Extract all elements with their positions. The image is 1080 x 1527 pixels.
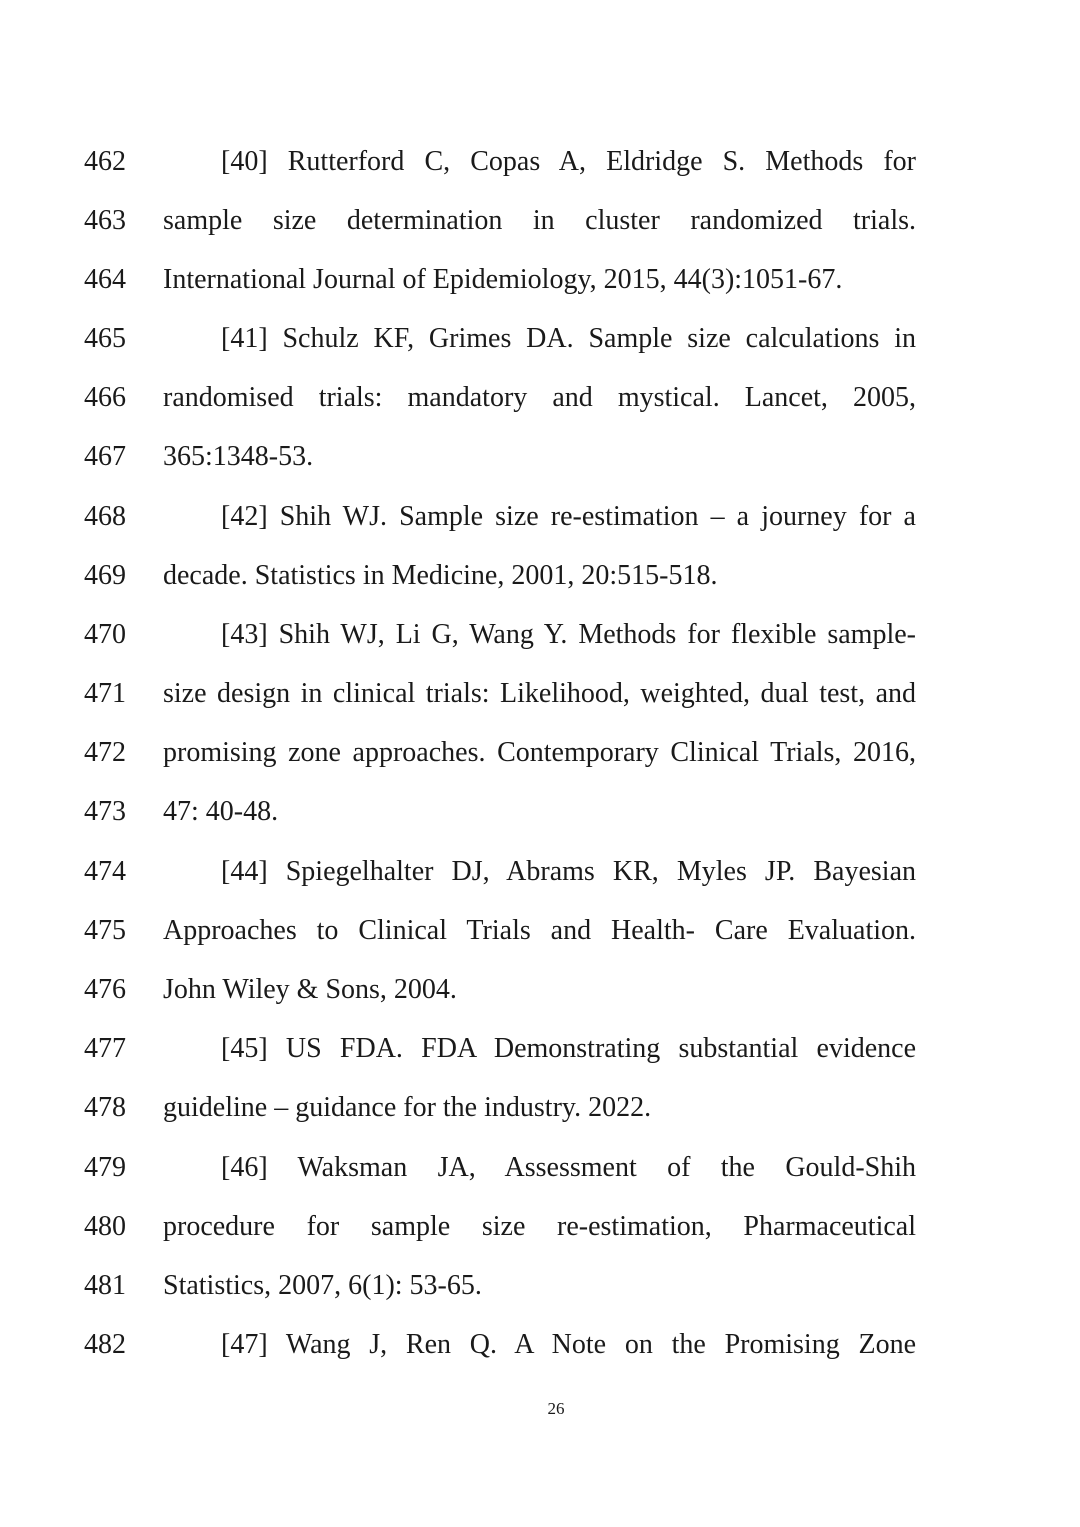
reference-line [0, 852, 1080, 911]
line-text: [41] Schulz KF, Grimes DA. Sample size calculations in [221, 323, 916, 354]
reference-line [0, 970, 1080, 1029]
line-text: 365:1348-53. [163, 441, 314, 472]
reference-line [0, 1325, 1080, 1384]
line-number: 466 [84, 382, 126, 413]
line-text: [47] Wang J, Ren Q. A Note on the Promising Zone [221, 1329, 916, 1360]
reference-line [0, 792, 1080, 851]
reference-line [0, 319, 1080, 378]
line-number: 472 [84, 737, 126, 768]
line-number: 463 [84, 205, 126, 236]
line-number: 462 [84, 146, 126, 177]
line-number: 464 [84, 264, 126, 295]
line-number: 481 [84, 1270, 126, 1301]
reference-line [0, 733, 1080, 792]
line-text: [40] Rutterford C, Copas A, Eldridge S. Methods for [221, 146, 916, 177]
reference-line [0, 378, 1080, 437]
reference-line [0, 201, 1080, 260]
line-text: randomised trials: mandatory and mystical. Lancet, 2005, [163, 382, 916, 413]
line-text: Statistics, 2007, 6(1): 53-65. [163, 1270, 482, 1301]
line-number: 478 [84, 1092, 126, 1123]
line-text: 47: 40-48. [163, 796, 279, 827]
line-number: 471 [84, 678, 126, 709]
reference-line [0, 911, 1080, 970]
reference-line [0, 497, 1080, 556]
line-number: 469 [84, 560, 126, 591]
reference-line [0, 1148, 1080, 1207]
reference-line [0, 1207, 1080, 1266]
line-text: size design in clinical trials: Likelihood, weighted, dual test, and [163, 678, 916, 709]
line-number: 482 [84, 1329, 126, 1360]
line-text: sample size determination in cluster randomized trials. [163, 205, 916, 236]
reference-line [0, 437, 1080, 496]
line-text: decade. Statistics in Medicine, 2001, 20:515-518. [163, 560, 718, 591]
line-number: 477 [84, 1033, 126, 1064]
line-number: 468 [84, 501, 126, 532]
line-text: guideline – guidance for the industry. 2022. [163, 1092, 652, 1123]
line-text: [42] Shih WJ. Sample size re-estimation – a journey for a [221, 501, 916, 532]
reference-line [0, 556, 1080, 615]
line-number: 467 [84, 441, 126, 472]
line-text: Approaches to Clinical Trials and Health- Care Evaluation. [163, 915, 916, 946]
reference-line [0, 260, 1080, 319]
reference-line [0, 1266, 1080, 1325]
line-text: procedure for sample size re-estimation, Pharmaceutical [163, 1211, 916, 1242]
reference-line [0, 674, 1080, 733]
line-number: 480 [84, 1211, 126, 1242]
line-number: 473 [84, 796, 126, 827]
reference-line [0, 615, 1080, 674]
line-text: [43] Shih WJ, Li G, Wang Y. Methods for flexible sample- [221, 619, 916, 650]
line-text: John Wiley & Sons, 2004. [163, 974, 457, 1005]
line-number: 465 [84, 323, 126, 354]
line-number: 479 [84, 1152, 126, 1183]
line-text: International Journal of Epidemiology, 2015, 44(3):1051-67. [163, 264, 843, 295]
line-text: promising zone approaches. Contemporary Clinical Trials, 2016, [163, 737, 916, 768]
line-number: 470 [84, 619, 126, 650]
reference-line [0, 1029, 1080, 1088]
line-number: 474 [84, 856, 126, 887]
line-number: 475 [84, 915, 126, 946]
line-text: [46] Waksman JA, Assessment of the Gould-Shih [221, 1152, 916, 1183]
line-text: [45] US FDA. FDA Demonstrating substantial evidence [221, 1033, 916, 1064]
page-number: 26 [547, 1399, 565, 1418]
reference-line [0, 1088, 1080, 1147]
reference-line [0, 142, 1080, 201]
line-text: [44] Spiegelhalter DJ, Abrams KR, Myles JP. Bayesian [221, 856, 916, 887]
line-number: 476 [84, 974, 126, 1005]
